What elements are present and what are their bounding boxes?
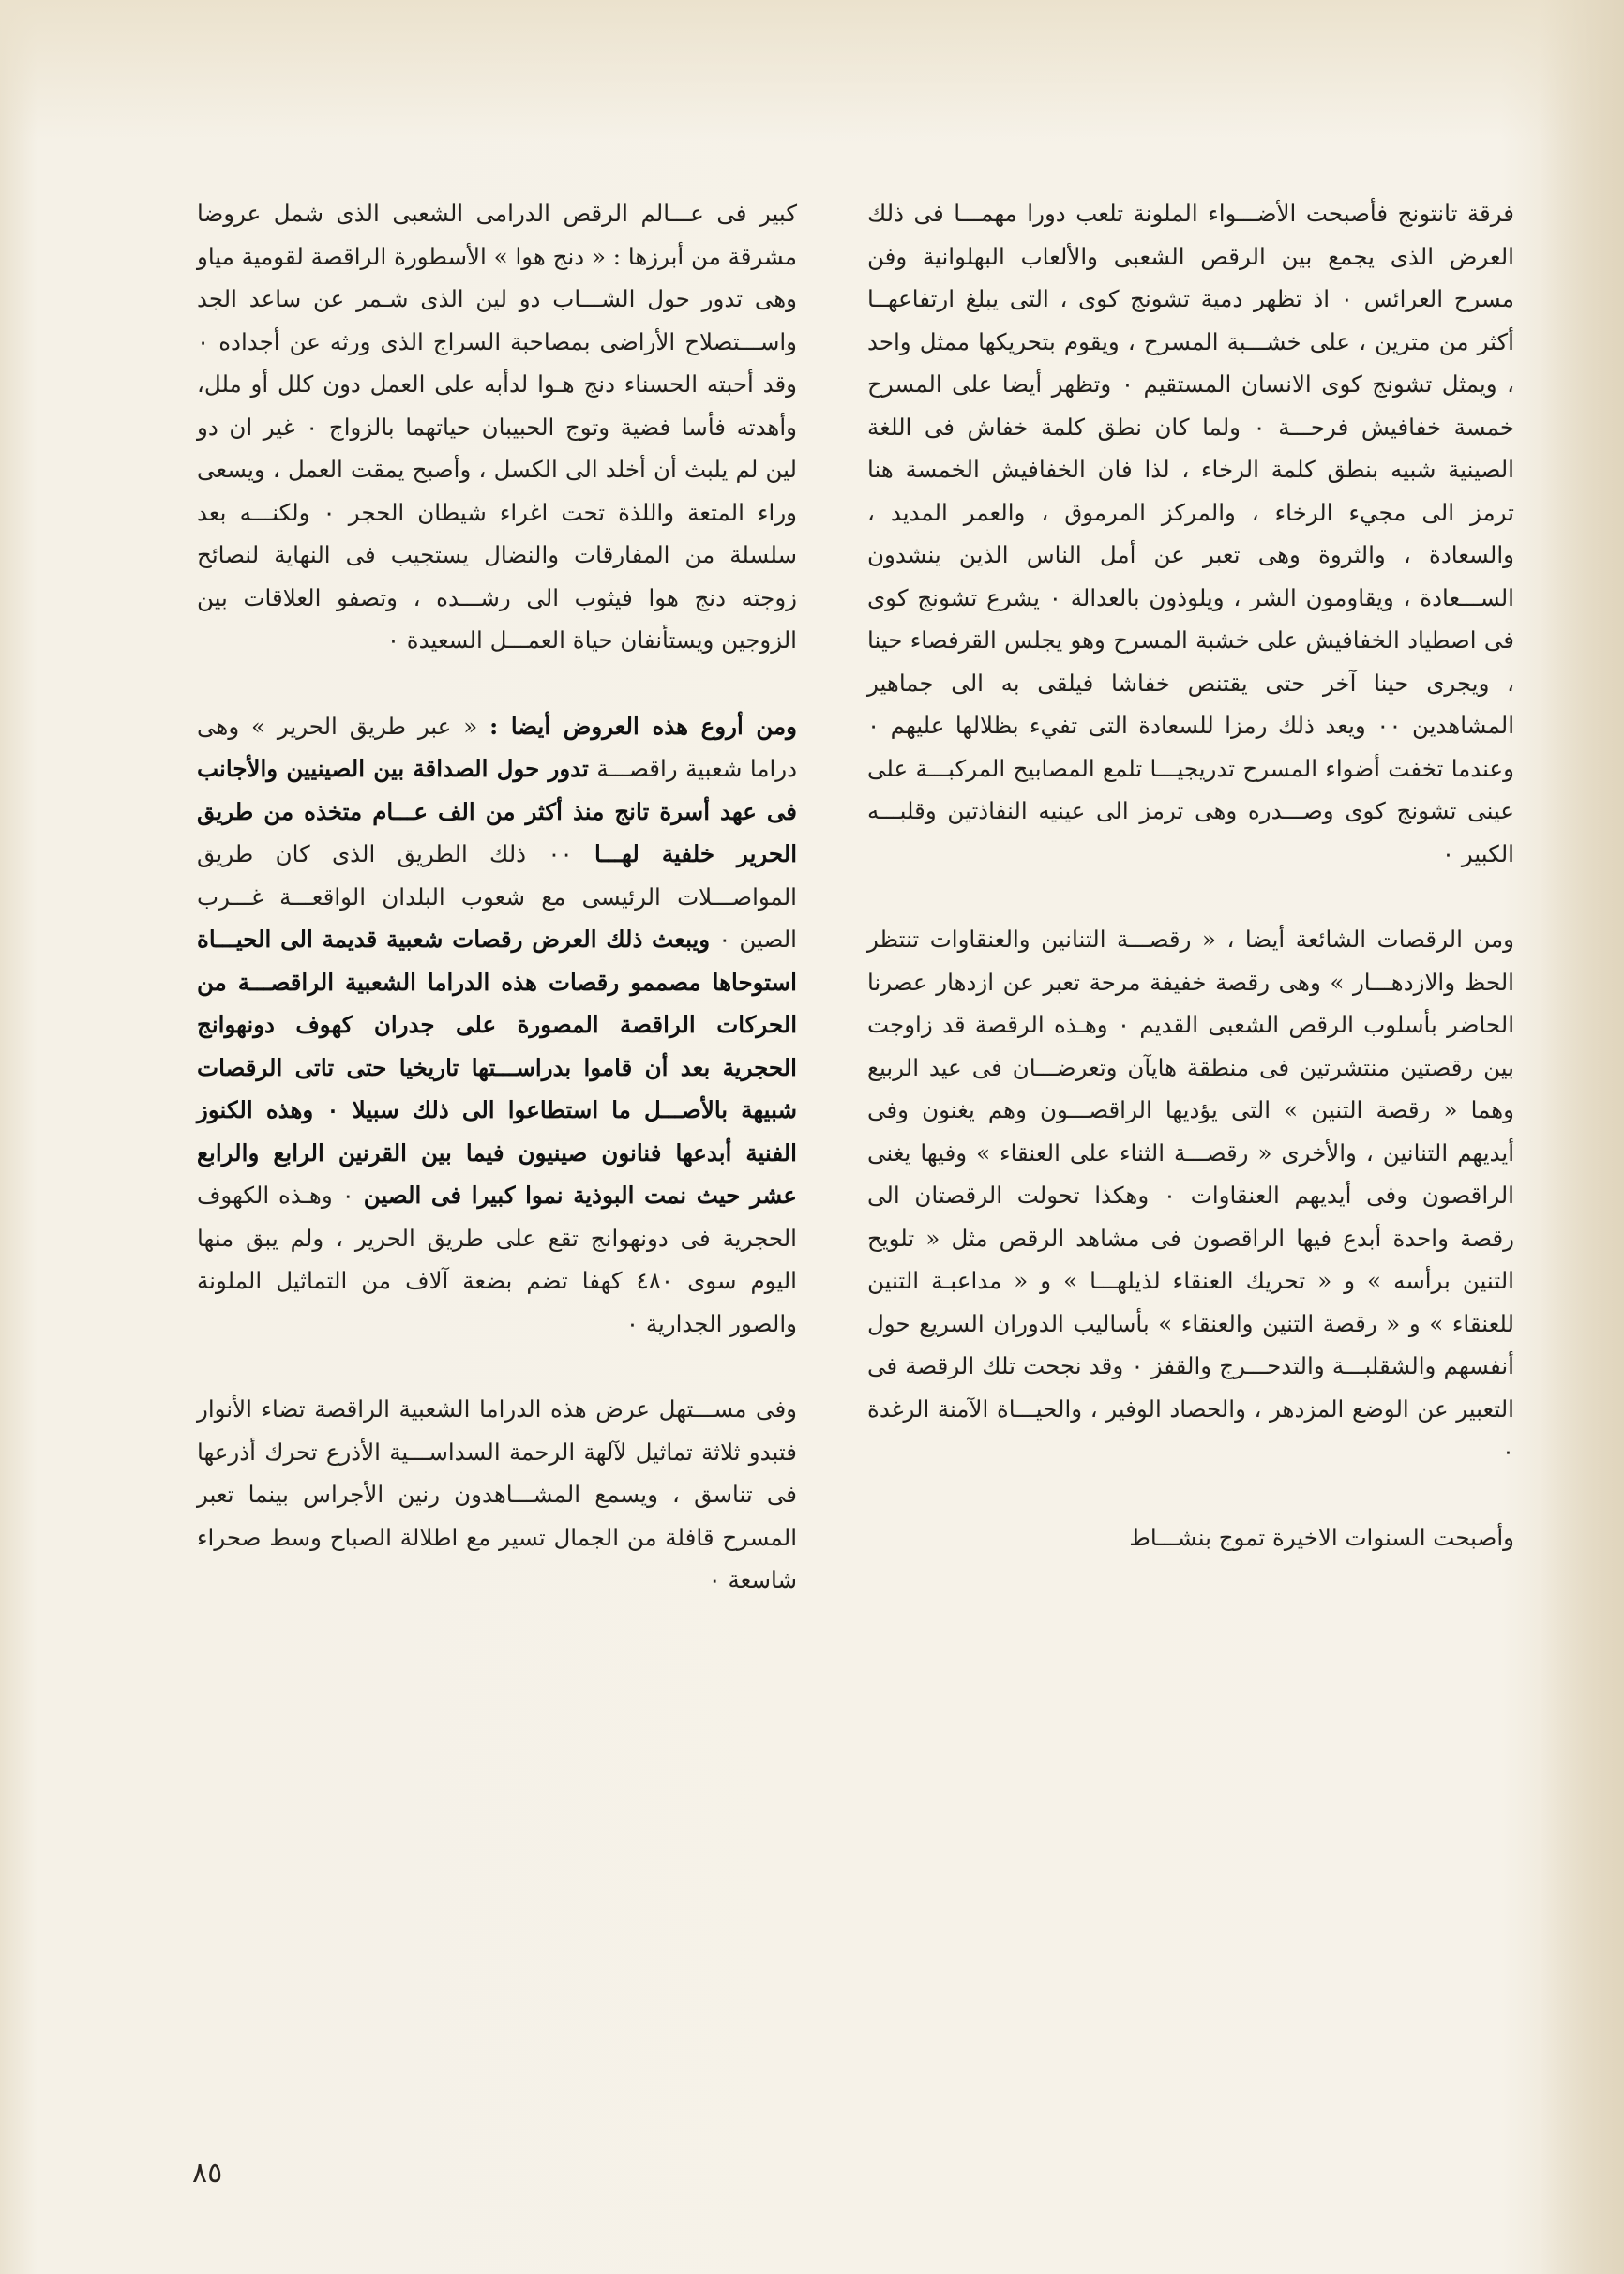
bold-text-run: تدور حول الصداقة بين الصينيين والأجانب فى عهد أسرة تانج منذ أكثر من الف عـــام متخذه من طريق الحرير خلفية لهـــا xyxy=(197,755,797,867)
paper-shadow-right xyxy=(1540,0,1624,2274)
article-column-left xyxy=(197,192,797,1602)
article-column-right xyxy=(867,192,1514,1559)
plain-text-run: ٠ وهـذه الكهوف الحجرية فى دونهوانج تقع على طريق الحرير ، ولم يبق منها اليوم سوى ٤٨٠ كهفا تضم بضعة آلاف من التماثيل الملونة والصور الجدارية ٠ xyxy=(197,1182,797,1337)
paper-shadow-top xyxy=(0,0,1624,141)
bold-text-run: ومن أروع هذه العروض أيضا : xyxy=(489,712,797,740)
page-number: ٨٥ xyxy=(192,2157,223,2190)
plain-text-run: ٠٠ ذلك الطريق الذى كان طريق المواصـــلات الرئيسى مع شعوب البلدان الواقعـــة غـــرب الصين ٠ xyxy=(197,840,797,953)
paragraph-dragon-phoenix-dance: ومن الرقصات الشائعة أيضا ، « رقصـــة التنانين والعنقاوات تنتظر الحظ والازدهـــار » وهى رقصة خفيفة مرحة تعبر عن ازدهار عصرنا الحاضر بأسلوب الرقص الشعبى القديم ٠ وهـذه الرقصة قد زاوجت بين رقصتين منتشرتين فى منطقة هايآن وتعرضـــان فى عيد الربيع وهما « رقصة التنين » التى يؤديها الراقصـــون وهم يغنون وفى أيديهم التنانين ، والأخرى « رقصـــة الثناء على العنقاء » وفيها يغنى الراقصون وفى أيديهم العنقاوات ٠ وهكذا تحولت الرقصتان الى رقصة واحدة أبدع فيها الراقصون فى مشاهد الرقص مثل « تلويح التنين برأسه » و « تحريك العنقاء لذيلهـــا » و « مداعبـة التنين للعنقاء » و « رقصة التنين والعنقاء » بأساليب الدوران السريع حول أنفسهم والشقلبـــة والتدحـــرج والقفز ٠ وقد نجحت تلك الرقصة فى التعبير عن الوضع المزدهر ، والحصاد الوفير ، والحيـــاة الآمنة الرغدة ٠ xyxy=(867,926,1514,1465)
paragraph-opening-scene: وفى مســـتهل عرض هذه الدراما الشعبية الراقصة تضاء الأنوار فتبدو ثلاثة تماثيل لآلهة الرحمة السداســـية الأذرع تحرك أذرعها فى تناسق ، ويسمع المشـــاهدون رنين الأجراس بينما تعبر المسرح قافلة من الجمال تسير مع اطلالة الصباح وسط صحراء شاسعة ٠ xyxy=(197,1395,797,1593)
paragraph-deng-hua-legend: كبير فى عـــالم الرقص الدرامى الشعبى الذى شمل عروضا مشرقة من أبرزها : « دنج هوا » الأسطورة الراقصة لقومية مياو وهى تدور حول الشـــاب دو لين الذى شـمر عن ساعد الجد واســـتصلاح الأراضى بمصاحبة السراج الذى ورثه عن أجداده ٠ وقد أحبته الحسناء دنج هـوا لدأبه على العمل دون كلل أو ملل، وأهدته فأسا فضية وتوج الحبيبان حياتهما بالزواج ٠ غير ان دو لين لم يلبث أن أخلد الى الكسل ، وأصبح يمقت العمل ، ويسعى وراء المتعة واللذة تحت اغراء شيطان الحجر ٠ ولكنـــه بعد سلسلة من المفارقات والنضال يستجيب فى النهاية لنصائح زوجته دنج هوا فيثوب الى رشـــده ، وتصفو العلاقات بين الزوجين ويستأنفان حياة العمـــل السعيدة ٠ xyxy=(197,200,797,654)
paragraph-recent-years: وأصبحت السنوات الاخيرة تموج بنشـــاط xyxy=(1129,1523,1514,1551)
paragraph-tantong-lanterns: فرقة تانتونج فأصبحت الأضـــواء الملونة تلعب دورا مهمـــا فى ذلك العرض الذى يجمع بين الرقص الشعبى والألعاب البهلوانية وفن مسرح العرائس ٠ اذ تظهر دمية تشونج كوى ، التى يبلغ ارتفاعهــا أكثر من مترين ، على خشـــبة المسرح ، ويقوم بتحريكها ممثل واحد ، ويمثل تشونج كوى الانسان المستقيم ٠ وتظهر أيضا على المسرح خمسة خفافيش فرحـــة ٠ ولما كان نطق كلمة خفاش فى اللغة الصينية شبيه بنطق كلمة الرخاء ، لذا فان الخفافيش الخمسة هنا ترمز الى مجيء الرخاء ، والمركز المرموق ، والعمر المديد ، والسعادة ، والثروة وهى تعبر عن أمل الناس الذين ينشدون الســـعادة ، ويقاومون الشر ، ويلوذون بالعدالة ٠ يشرع تشونج كوى فى اصطياد الخفافيش على خشبة المسرح وهو يجلس القرفصاء حينا ، ويجرى حينا آخر حتى يقتنص خفاشا فيلقى به الى جماهير المشاهدين ٠٠ ويعد ذلك رمزا للسعادة التى تفيء بظلالها عليهم ٠ وعندما تخفت أضواء المسرح تدريجيـــا تلمع المصابيح المركبـــة على عينى تشونج كوى وصـــدره وهى ترمز الى عينيه النفاذتين وقلبـــه الكبير ٠ xyxy=(867,200,1515,867)
paragraph-silk-road xyxy=(197,705,797,1346)
plain-text-run: « عبر طريق الحرير » وهى دراما شعبية راقصـــة xyxy=(197,712,797,782)
bold-text-run: ويبعث ذلك العرض رقصات شعبية قديمة الى الحيـــاة استوحاها مصممو رقصات هذه الدراما الشعبية الراقصـــة من الحركات الراقصة المصورة على جدران كهوف دونهوانج الحجرية بعد أن قاموا بدراســـتها تاريخيا حتى تاتى الرقصات شبيهة بالأصـــل ما استطاعوا الى ذلك سبيلا ٠ وهذه الكنوز الفنية أبدعها فنانون صينيون فيما بين القرنين الرابع والرابع عشر حيث نمت البوذية نموا كبيرا فى الصين xyxy=(197,926,798,1209)
